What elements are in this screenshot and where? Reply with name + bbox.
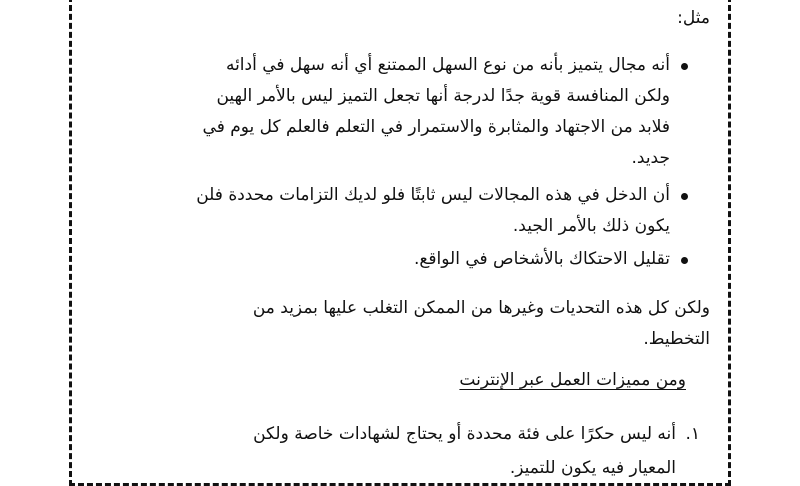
summary-paragraph bbox=[150, 293, 710, 355]
bullet-line: يكون ذلك بالأمر الجيد. bbox=[512, 216, 670, 236]
bullet-item bbox=[160, 50, 690, 174]
bullet-line: فلابد من الاجتهاد والمثابرة والاستمرار في التعلم فالعلم كل يوم في bbox=[202, 117, 670, 137]
numbered-list bbox=[160, 417, 700, 485]
numbered-line: المعيار فيه يكون للتميز. bbox=[509, 458, 676, 478]
paragraph-line: ولكن كل هذه التحديات وغيرها من الممكن التغلب عليها بمزيد من bbox=[252, 298, 710, 318]
numbered-line: أنه ليس حكرًا على فئة محددة أو يحتاج لشهادات خاصة ولكن bbox=[253, 424, 676, 444]
numbered-item bbox=[160, 417, 700, 485]
bullet-item bbox=[160, 244, 690, 275]
bullet-line: أن الدخل في هذه المجالات ليس ثابتًا فلو لديك التزامات محددة فلن bbox=[196, 185, 670, 205]
bullet-item bbox=[160, 180, 690, 242]
bullet-line: ولكن المنافسة قوية جدًا لدرجة أنها تجعل التميز ليس بالأمر الهين bbox=[216, 86, 670, 106]
bullet-line: أنه مجال يتميز بأنه من نوع السهل الممتنع أي أنه سهل في أدائه bbox=[225, 55, 670, 75]
bullet-list bbox=[160, 50, 690, 275]
paragraph-line: التخطيط. bbox=[643, 329, 710, 349]
intro-label: مثل: bbox=[677, 8, 710, 28]
bullet-line: تقليل الاحتكاك بالأشخاص في الواقع. bbox=[413, 249, 670, 269]
document-content bbox=[150, 0, 710, 478]
bullet-line: جديد. bbox=[631, 148, 670, 168]
section-subheading: ومن مميزات العمل عبر الإنترنت bbox=[459, 370, 686, 390]
list-number: ١. bbox=[685, 424, 700, 444]
